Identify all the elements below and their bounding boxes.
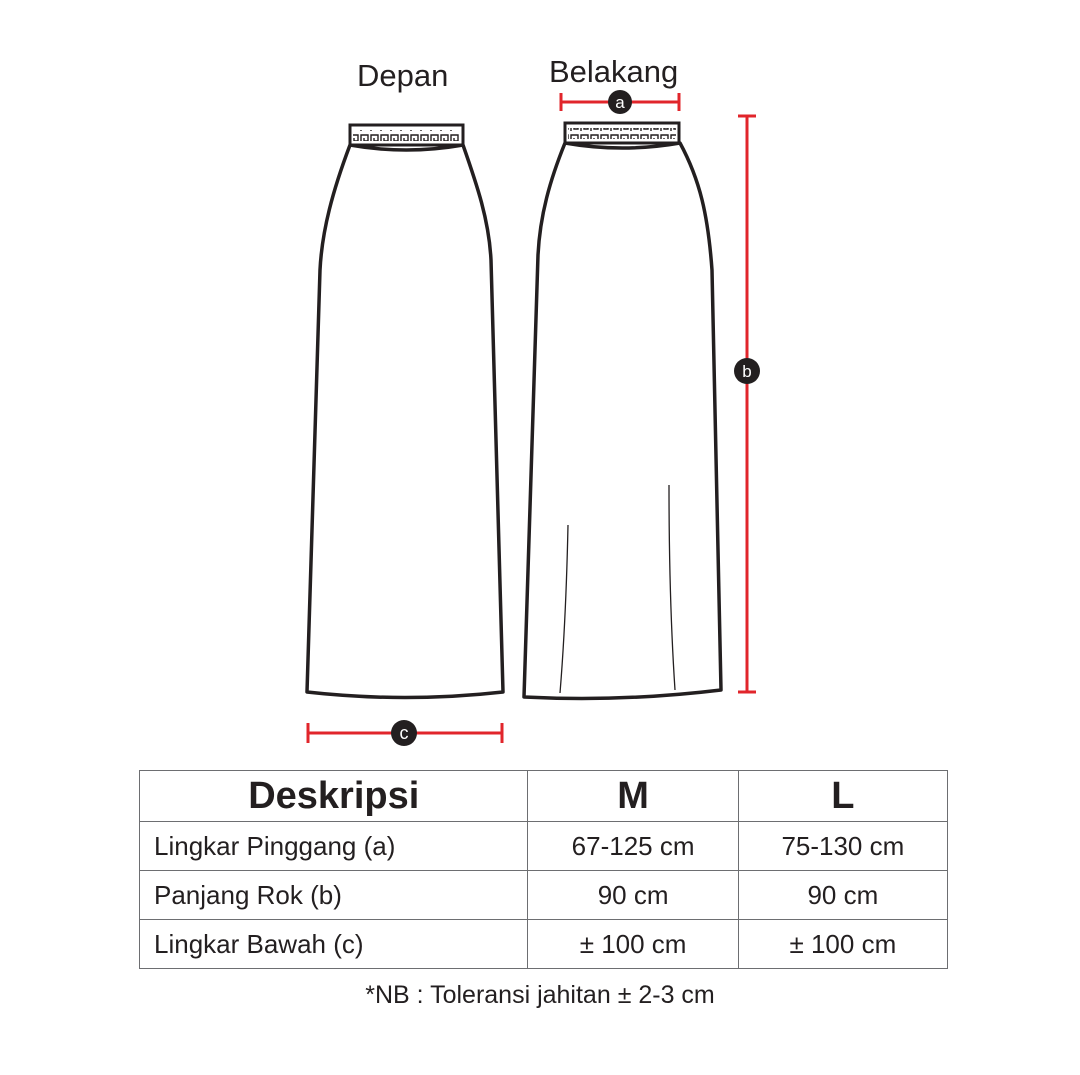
back-skirt	[524, 123, 721, 698]
row-value-l: 75-130 cm	[738, 822, 947, 871]
marker-a-label: a	[615, 93, 625, 112]
row-description: Lingkar Pinggang (a)	[140, 822, 528, 871]
row-description: Panjang Rok (b)	[140, 871, 528, 920]
row-value-l: ± 100 cm	[738, 920, 947, 969]
back-view-label: Belakang	[549, 54, 679, 89]
row-description: Lingkar Bawah (c)	[140, 920, 528, 969]
table-row	[140, 871, 948, 920]
table-header-row	[140, 771, 948, 822]
front-skirt-body	[307, 145, 503, 698]
size-table	[139, 770, 948, 969]
marker-b-label: b	[742, 362, 752, 381]
length-measure	[738, 116, 756, 692]
header-size-l: L	[738, 771, 947, 822]
tolerance-note: *NB : Toleransi jahitan ± 2-3 cm	[365, 981, 715, 1009]
row-value-m: 90 cm	[528, 871, 738, 920]
table-row	[140, 920, 948, 969]
table-row	[140, 822, 948, 871]
header-description: Deskripsi	[140, 771, 528, 822]
back-skirt-body	[524, 143, 721, 698]
marker-c-label: c	[399, 723, 409, 743]
header-size-m: M	[528, 771, 738, 822]
row-value-m: ± 100 cm	[528, 920, 738, 969]
row-value-l: 90 cm	[738, 871, 947, 920]
front-skirt	[307, 125, 503, 698]
row-value-m: 67-125 cm	[528, 822, 738, 871]
front-view-label: Depan	[357, 58, 449, 93]
